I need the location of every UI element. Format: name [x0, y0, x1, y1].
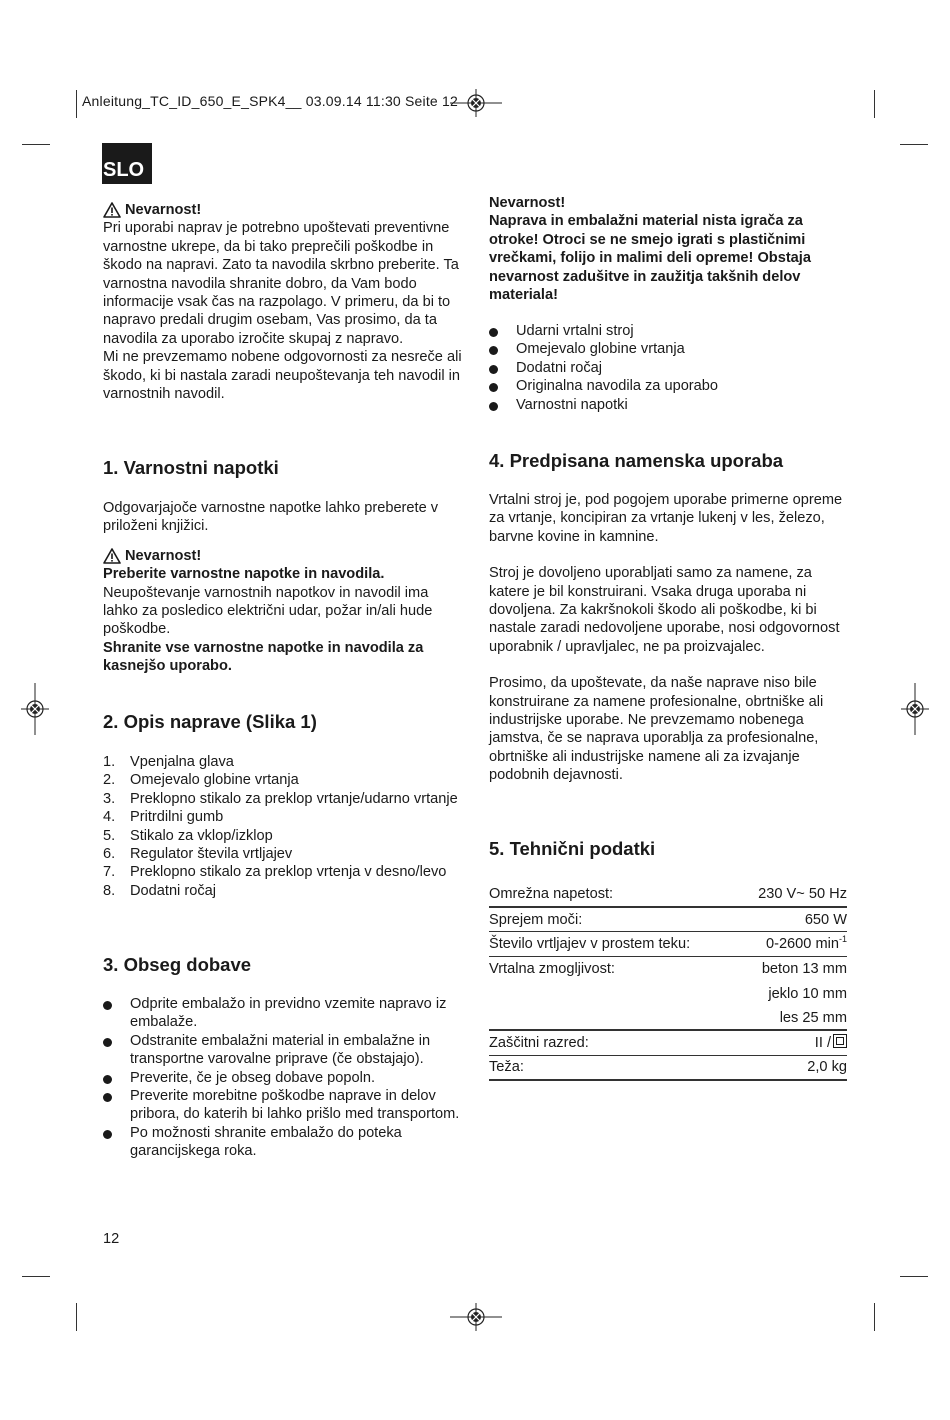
safety-intro: Odgovarjajoče varnostne napotke lahko preberete v priloženi knjižici.	[103, 500, 439, 535]
intended-use-p1: Vrtalni stroj je, pod pogojem uporabe primerne opreme za vrtanje, koncipiran za vrtanje lukenj v les, železo, barvne kovine in kamnine.	[489, 492, 843, 545]
spec-label: Sprejem moči:	[489, 911, 583, 928]
list-item: 2. Omejevalo globine vrtanja	[103, 772, 299, 789]
list-item: 8. Dodatni ročaj	[103, 882, 216, 899]
crop-mark	[874, 1303, 875, 1331]
crop-mark	[22, 1276, 50, 1277]
list-item: Preverite, če je obseg dobave popoln.	[103, 1069, 463, 1087]
spec-value: les 25 mm	[779, 1009, 847, 1026]
section-heading-technical-data: 5. Tehnični podatki	[489, 838, 656, 859]
warning-title: Nevarnost!	[489, 195, 566, 211]
language-badge: SLO	[102, 143, 152, 184]
list-item: 1. Vpenjalna glava	[103, 754, 234, 770]
warning-triangle-icon	[103, 548, 121, 564]
parts-list	[103, 753, 463, 900]
device-description	[103, 753, 463, 900]
spec-label: Vrtalna zmogljivost:	[489, 961, 615, 978]
table-row	[489, 957, 847, 982]
intro-warning	[103, 201, 463, 403]
bullet-icon	[103, 1087, 130, 1124]
spec-label: Omrežna napetost:	[489, 886, 614, 903]
list-item: Dodatni ročaj	[489, 359, 849, 377]
crop-mark	[874, 90, 875, 118]
warning-text: Pri uporabi naprav je potrebno upoštevati preventivne varnostne ukrepe, da bi tako preprečili poškodbe in škodo na napravi. Zato ta navodila skrbno preberite. Ta varnostna navodila shranite dobro, da Vam bodo informacije vsak čas na razpolago. V primeru, da bi to napravo predali drugim osebam, Vas prosimo, da ta navodila za uporabo izročite skupaj z napravo.	[103, 220, 459, 347]
section-heading-intended-use: 4. Predpisana namenska uporaba	[489, 450, 784, 471]
warning-triangle-icon	[103, 202, 121, 218]
warning-heading	[103, 547, 463, 565]
warning-heading	[103, 201, 463, 219]
section-heading-delivery: 3. Obseg dobave	[103, 954, 252, 975]
bullet-icon	[489, 340, 516, 358]
warning-title: Nevarnost!	[125, 202, 202, 218]
safety-section	[103, 499, 463, 676]
contents-list	[489, 322, 849, 414]
crop-mark	[900, 144, 928, 145]
safety-bold-keep: Shranite vse varnostne napotke in navodila za kasnejšo uporabo.	[103, 639, 424, 675]
intended-use	[489, 491, 849, 785]
bullet-icon	[489, 377, 516, 395]
bullet-icon	[489, 322, 516, 340]
delivery-scope	[103, 995, 463, 1161]
technical-data-table	[489, 883, 847, 1081]
bullet-icon	[489, 359, 516, 377]
registration-mark-left	[21, 683, 49, 735]
bullet-icon	[103, 995, 130, 1032]
table-row	[489, 908, 847, 933]
spec-value: II /	[815, 1034, 847, 1051]
warning-title: Nevarnost!	[125, 547, 202, 564]
print-file-header: Anleitung_TC_ID_650_E_SPK4__ 03.09.14 11:30 Seite 12	[82, 93, 458, 109]
list-item: Po možnosti shranite embalažo do poteka garancijskega roka.	[103, 1124, 463, 1161]
list-item: 3. Preklopno stikalo za preklop vrtanje/udarno vrtanje	[103, 790, 458, 807]
table-row	[489, 1006, 847, 1031]
section-heading-description: 2. Opis naprave (Slika 1)	[103, 711, 317, 732]
intended-use-p2: Stroj je dovoljeno uporabljati samo za namene, za katere je bil konstruirani. Vsaka druga uporaba ni dovoljena. Za kakršnokoli škodo ali poškodbe, ki bi nastale zaradi nedovoljene uporabe, nosi odgovornost uporabnik / upravljalec, ne pa proizvajalec.	[489, 565, 840, 655]
list-item: Preverite morebitne poškodbe naprave in delov pribora, do katerih bi lahko prišlo med transportom.	[103, 1087, 463, 1124]
table-row	[489, 982, 847, 1007]
child-warning	[489, 194, 849, 304]
spec-label: Število vrtljajev v prostem teku:	[489, 936, 691, 953]
spec-label: Zaščitni razred:	[489, 1034, 589, 1051]
spec-value: 230 V~ 50 Hz	[758, 886, 847, 903]
table-row	[489, 883, 847, 908]
spec-value: 0-2600 $\min^{-1}$	[765, 934, 847, 953]
liability-text: Mi ne prevzemamo nobene odgovornosti za nesreče ali škodo, ki bi nastala zaradi neupoštevanja teh navodil in varnostnih navodil.	[103, 349, 462, 403]
bullet-icon	[103, 1032, 130, 1069]
list-item: Odprite embalažo in previdno vzemite napravo iz embalaže.	[103, 995, 463, 1032]
section-heading-safety: 1. Varnostni napotki	[103, 457, 279, 478]
list-item: 7. Preklopno stikalo za preklop vrtenja v desno/levo	[103, 864, 447, 881]
intended-use-p3: Prosimo, da upoštevate, da naše naprave niso bile konstruirane za namene profesionalne, obrtniške ali industrijske uporabe. Ne prevzemamo nobenega jamstva, če se naprava uporablja za profesionalne, obrtniške ali industrijske namene ali za izvajanje podobnih dejavnosti.	[489, 675, 824, 784]
list-item: 5. Stikalo za vklop/izklop	[103, 827, 273, 844]
crop-mark	[76, 1303, 77, 1331]
warning-text: Naprava in embalažni material nista igrača za otroke! Otroci se ne smejo igrati s plastičnimi vrečkami, folijo in malimi deli opreme! Obstaja nevarnost zadušitve in zaužitja takšnih delov materiala!	[489, 213, 811, 304]
safety-bold-read: Preberite varnostne napotke in navodila.	[103, 566, 385, 583]
list-item: Odstranite embalažni material in embalažne in transportne varovalne priprave (če obstajajo).	[103, 1032, 463, 1069]
table-row	[489, 932, 847, 957]
bullet-icon	[103, 1124, 130, 1161]
page-number: 12	[103, 1231, 120, 1247]
list-item: Udarni vrtalni stroj	[489, 322, 849, 340]
crop-mark	[76, 90, 77, 118]
list-item: Varnostni napotki	[489, 396, 849, 414]
package-contents	[489, 322, 849, 414]
protection-class-icon	[833, 1034, 847, 1048]
crop-mark	[900, 1276, 928, 1277]
bullet-icon	[489, 396, 516, 414]
delivery-list	[103, 995, 463, 1161]
spec-value: jeklo 10 mm	[768, 986, 847, 1003]
crop-mark	[22, 144, 50, 145]
table-row	[489, 1031, 847, 1056]
table-row	[489, 1056, 847, 1081]
list-item: 4. Pritrdilni gumb	[103, 809, 224, 826]
bullet-icon	[103, 1069, 130, 1087]
spec-value: 650 W	[804, 911, 847, 928]
list-item: Omejevalo globine vrtanja	[489, 340, 849, 358]
registration-mark-bottom	[450, 1303, 502, 1331]
spec-label: Teža:	[489, 1059, 524, 1076]
spec-value: beton 13 mm	[761, 961, 847, 978]
registration-mark-right	[901, 683, 929, 735]
list-item: 6. Regulator števila vrtljajev	[103, 846, 293, 863]
spec-value: 2,0 kg	[807, 1059, 847, 1076]
list-item: Originalna navodila za uporabo	[489, 377, 849, 395]
safety-text: Neupoštevanje varnostnih napotkov in navodil ima lahko za posledico električni udar, požar in/ali hude poškodbe.	[103, 584, 433, 638]
